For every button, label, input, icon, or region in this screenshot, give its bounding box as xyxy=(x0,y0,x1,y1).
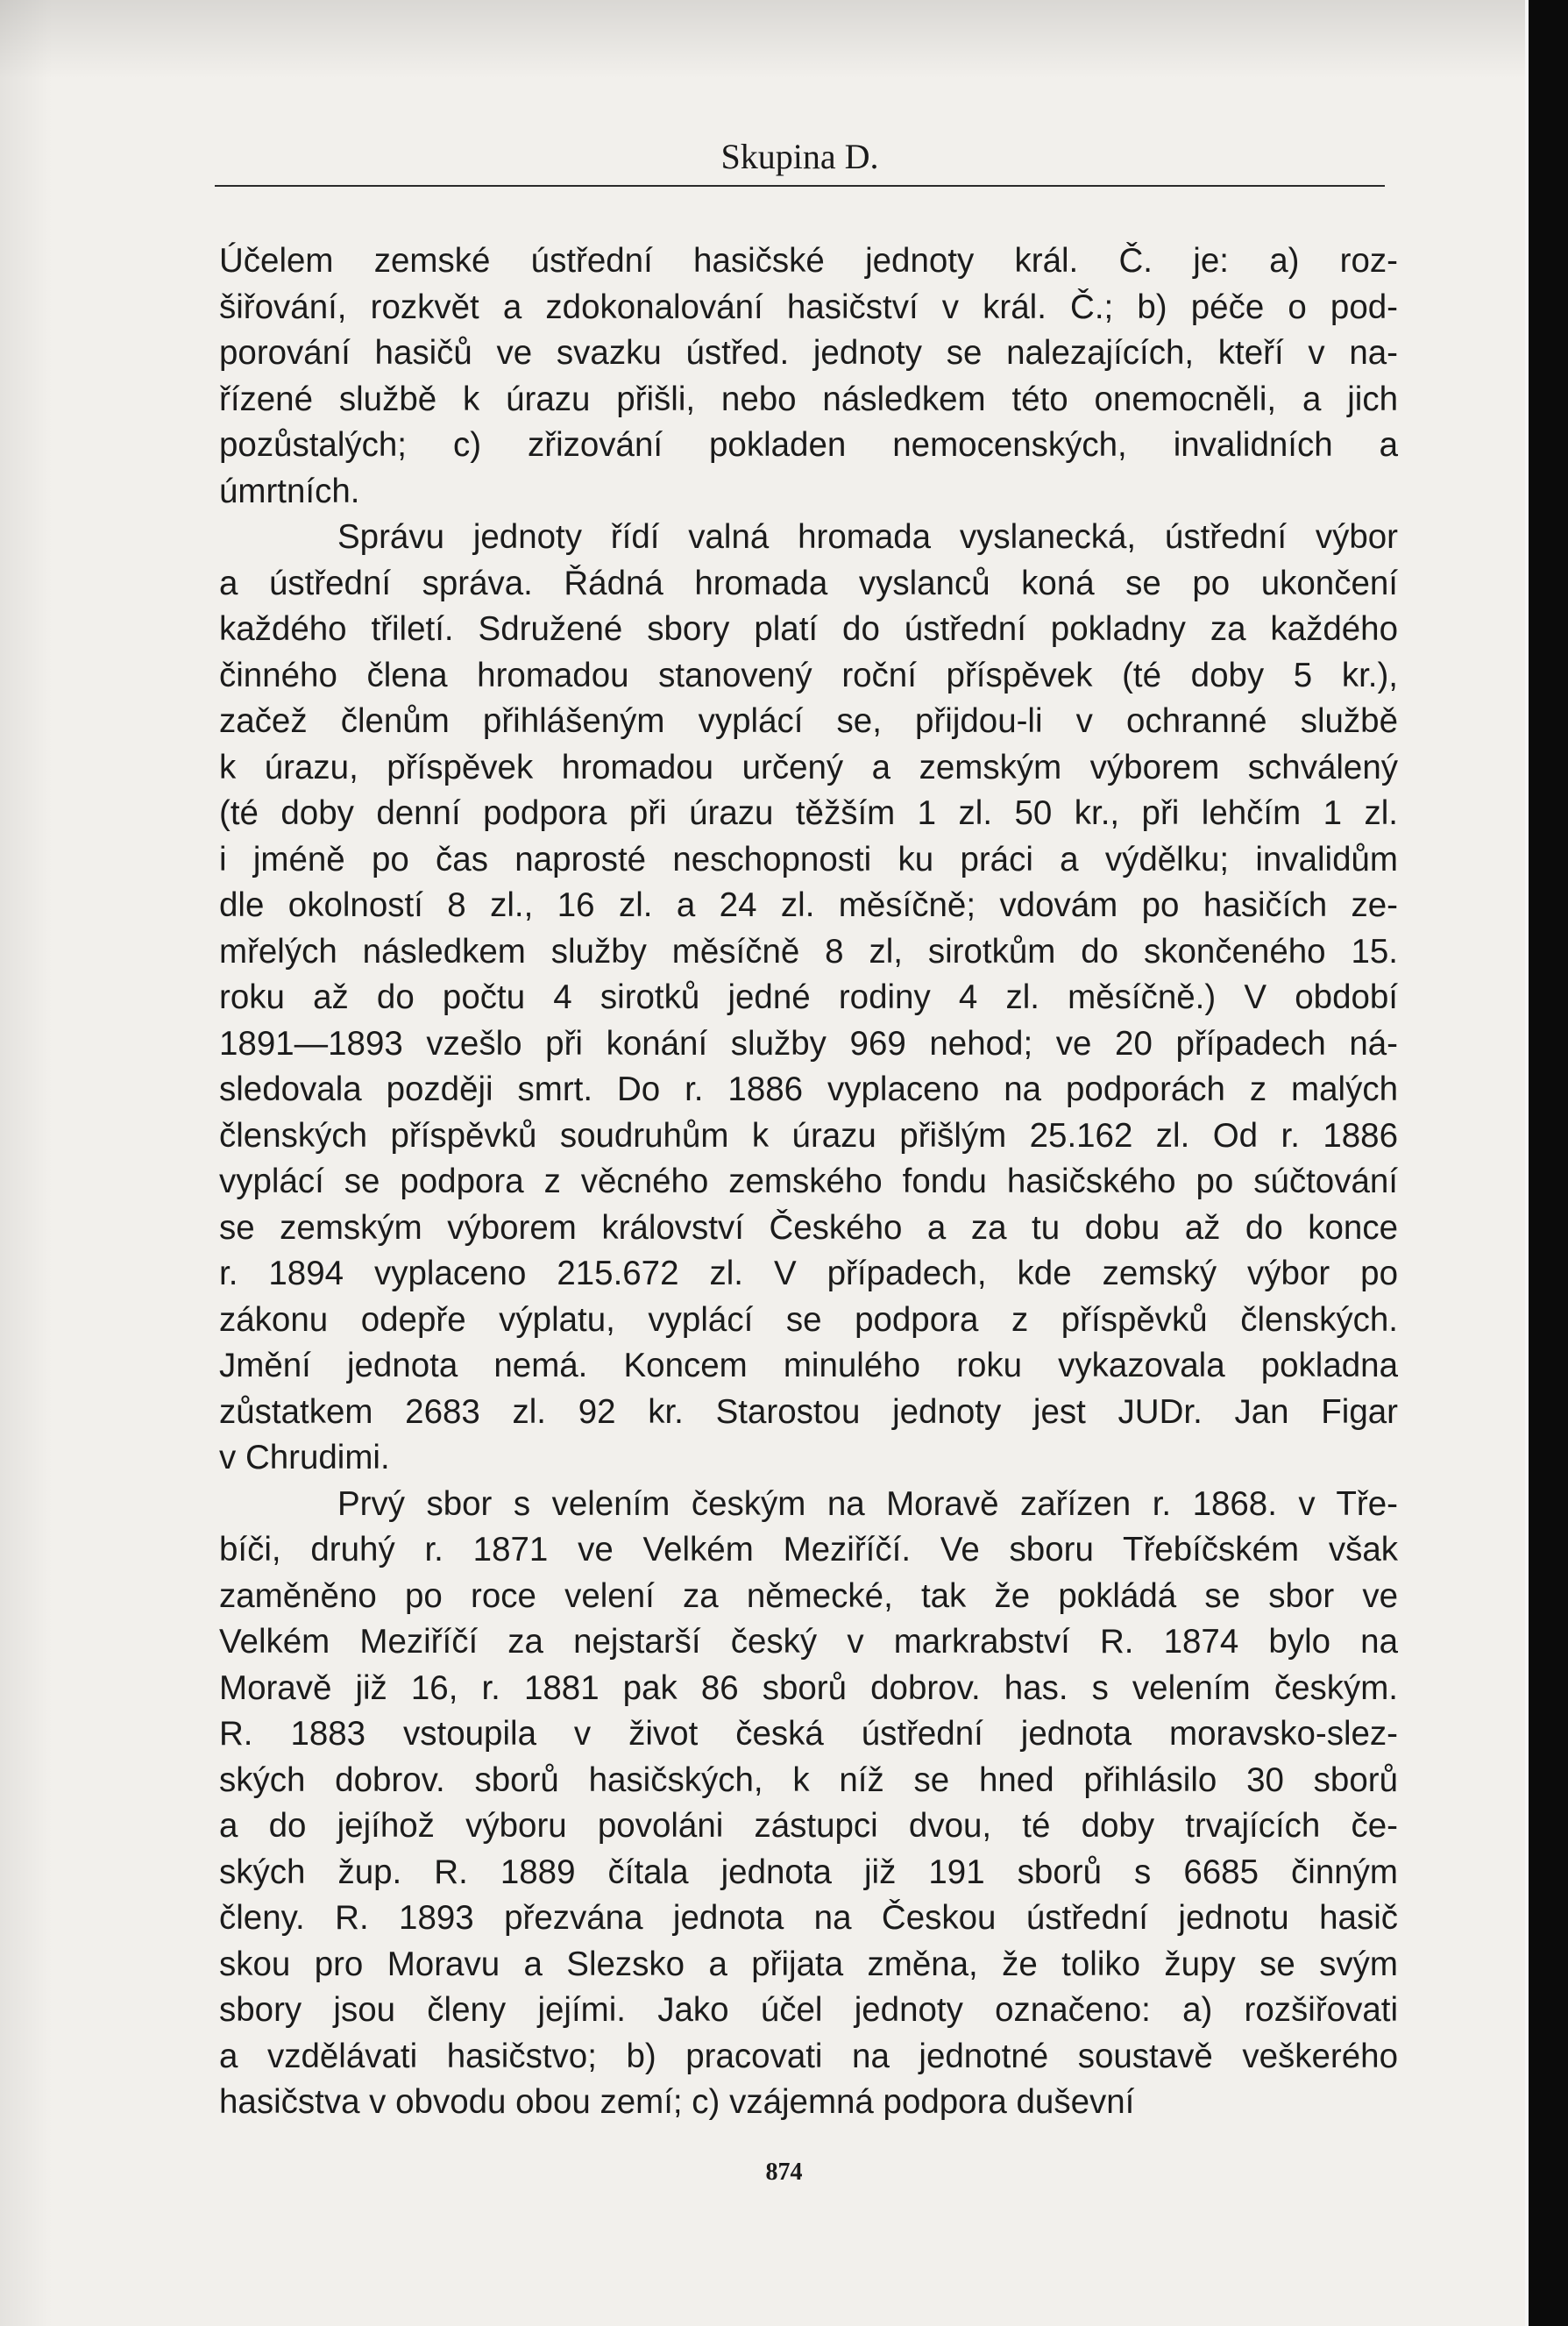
text-line: hasičstva v obvodu obou zemí; c) vzájemná podpora duševní xyxy=(219,2083,1135,2121)
paragraph xyxy=(219,1482,1398,2126)
text-line: (té doby denní podpora při úrazu těžším 1 zl. 50 kr., při lehčím 1 zl. xyxy=(219,794,1398,832)
text-line: sbory jsou členy jejími. Jako účel jednoty označeno: a) rozšiřovati xyxy=(219,1991,1398,2029)
text-line: řízené službě k úrazu přišli, nebo následkem této onemocněli, a jich xyxy=(219,380,1398,418)
text-line: začež členům přihlášeným vyplácí se, přijdou-li v ochranné službě xyxy=(219,702,1398,740)
text-line: 1891—1893 vzešlo při konání služby 969 nehod; ve 20 případech ná- xyxy=(219,1024,1398,1063)
text-line: R. 1883 vstoupila v život česká ústřední jednota moravsko-slez- xyxy=(219,1715,1398,1753)
text-line: sledovala později smrt. Do r. 1886 vyplaceno na podporách z malých xyxy=(219,1071,1398,1108)
text-line: a do jejíhož výboru povoláni zástupci dvou, té doby trvajících če- xyxy=(219,1807,1398,1845)
text-line: Jmění jednota nemá. Koncem minulého roku vykazovala pokladna xyxy=(219,1347,1398,1384)
text-line: mřelých následkem služby měsíčně 8 zl, sirotkům do skončeného 15. xyxy=(219,932,1398,971)
text-line: členských příspěvků soudruhům k úrazu přišlým 25.162 zl. Od r. 1886 xyxy=(219,1116,1398,1155)
body-text xyxy=(219,238,1398,2126)
text-line: i jméně po čas naprosté neschopnosti ku práci a výdělku; invalidům xyxy=(219,840,1398,878)
text-line: šiřování, rozkvět a zdokonalování hasičství v král. Č.; b) péče o pod- xyxy=(219,288,1398,326)
text-line: Prvý sbor s velením českým na Moravě zařízen r. 1868. v Tře- xyxy=(337,1484,1398,1523)
text-line: k úrazu, příspěvek hromadou určený a zemským výborem schválený xyxy=(219,748,1398,786)
text-line: Účelem zemské ústřední hasičské jednoty král. Č. je: a) roz- xyxy=(219,242,1398,280)
text-line: úmrtních. xyxy=(219,472,360,510)
text-line: Velkém Meziříčí za nejstarší český v markrabství R. 1874 bylo na xyxy=(219,1623,1398,1661)
text-line: r. 1894 vyplaceno 215.672 zl. V případech, kde zemský výbor po xyxy=(219,1255,1398,1292)
paragraph xyxy=(219,238,1398,515)
text-line: ských žup. R. 1889 čítala jednota již 191 sborů s 6685 činným xyxy=(219,1853,1398,1891)
text-line: a ústřední správa. Řádná hromada vyslanců koná se po ukončení xyxy=(219,564,1398,602)
text-line: zaměněno po roce velení za německé, tak že pokládá se sbor ve xyxy=(219,1576,1398,1615)
text-line: ských dobrov. sborů hasičských, k níž se hned přihlásilo 30 sborů xyxy=(219,1761,1398,1799)
text-line: bíči, druhý r. 1871 ve Velkém Meziříčí. Ve sboru Třebíčském však xyxy=(219,1531,1398,1568)
scan-edge xyxy=(1525,0,1568,2326)
text-line: každého třiletí. Sdružené sbory platí do ústřední pokladny za každého xyxy=(219,610,1398,648)
paragraph xyxy=(219,515,1398,1482)
text-line: dle okolností 8 zl., 16 zl. a 24 zl. měsíčně; vdovám po hasičích ze- xyxy=(219,886,1398,924)
text-line: a vzdělávati hasičstvo; b) pracovati na jednotné soustavě veškerého xyxy=(219,2037,1398,2075)
text-line: členy. R. 1893 přezvána jednota na Českou ústřední jednotu hasič xyxy=(219,1899,1398,1937)
text-line: zákonu odepře výplatu, vyplácí se podpora z příspěvků členských. xyxy=(219,1300,1398,1339)
running-header: Skupina D. xyxy=(720,137,879,176)
text-line: činného člena hromadou stanovený roční příspěvek (té doby 5 kr.), xyxy=(219,656,1398,694)
text-line: porování hasičů ve svazku ústřed. jednoty se nalezajících, kteří v na- xyxy=(219,334,1398,372)
page-number: 874 xyxy=(765,2159,803,2186)
text-line: Moravě již 16, r. 1881 pak 86 sborů dobrov. has. s velením českým. xyxy=(219,1668,1398,1707)
text-line: v Chrudimi. xyxy=(219,1439,390,1476)
text-line: se zemským výborem království Českého a za tu dobu až do konce xyxy=(219,1208,1398,1247)
text-line: skou pro Moravu a Slezsko a přijata změna, že toliko župy se svým xyxy=(219,1945,1398,1983)
text-line: pozůstalých; c) zřizování pokladen nemocenských, invalidních a xyxy=(219,426,1398,464)
header-rule xyxy=(215,185,1385,187)
text-line: Správu jednoty řídí valná hromada vyslanecká, ústřední výbor xyxy=(337,518,1398,556)
text-line: vyplácí se podpora z věcného zemského fondu hasičského po súčtování xyxy=(219,1163,1398,1200)
text-line: zůstatkem 2683 zl. 92 kr. Starostou jednoty jest JUDr. Jan Figar xyxy=(219,1392,1398,1431)
text-line: roku až do počtu 4 sirotků jedné rodiny 4 zl. měsíčně.) V období xyxy=(219,978,1398,1016)
